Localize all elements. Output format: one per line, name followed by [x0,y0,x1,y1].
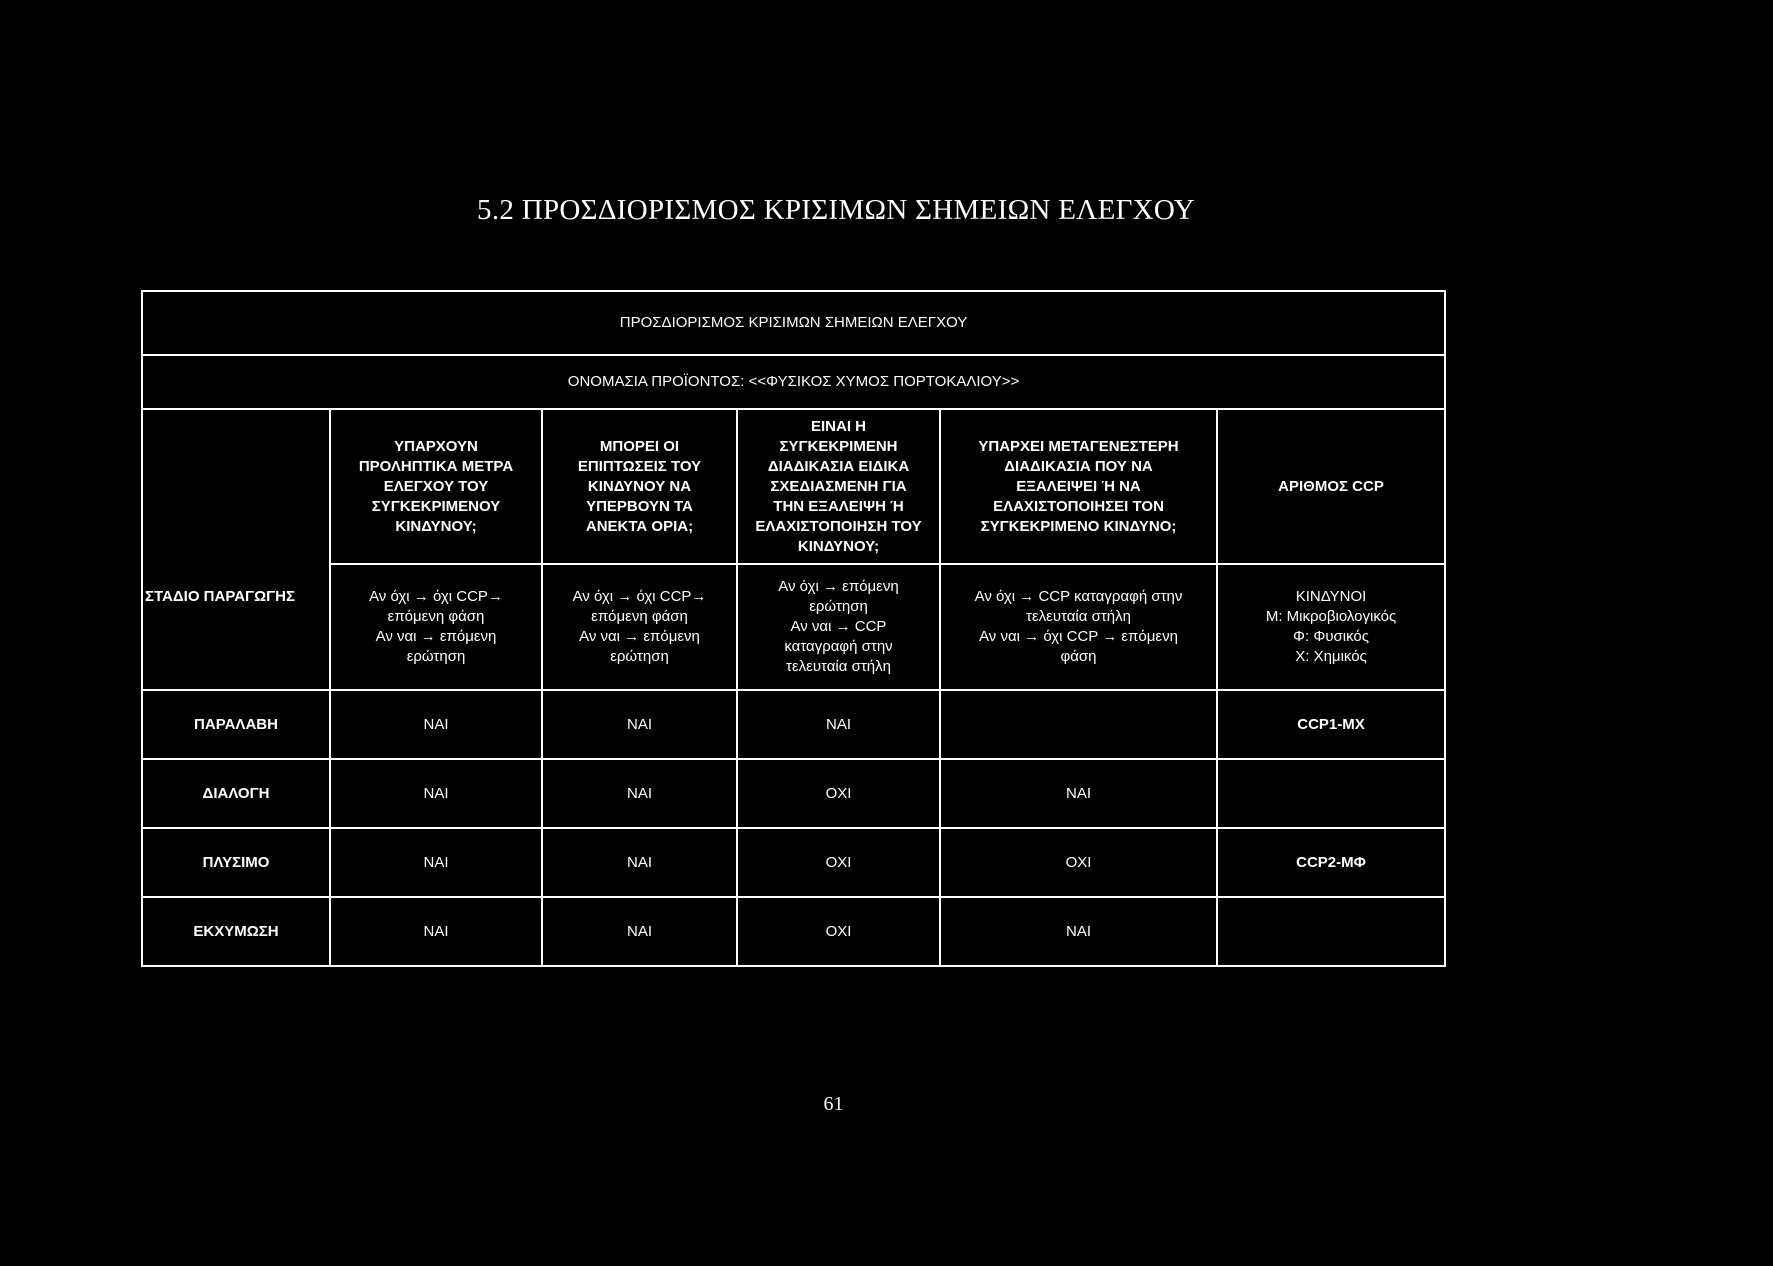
ccp-number [1217,897,1445,966]
stage-header-cell [142,409,330,690]
cell-line: ερώτηση [809,598,868,615]
cell-line: Αν όχι → επόμενη [778,578,899,595]
page-number: 61 [823,1093,844,1115]
question-2 [542,409,737,564]
cell-line: Φ: Φυσικός [1293,628,1369,645]
answer-q4: ΝΑΙ [940,759,1217,828]
answer-q3: ΝΑΙ [737,690,940,759]
question-3 [737,409,940,564]
cell-line: ΚΙΝΔΥΝΟΥ ΝΑ [587,477,692,495]
question-4 [940,409,1217,564]
ccp-number [1217,759,1445,828]
cell-line: ΔΙΑΔΙΚΑΣΙΑ ΠΟΥ ΝΑ [1004,457,1153,475]
answer-q2: ΝΑΙ [542,759,737,828]
cell-line: ΕΛΑΧΙΣΤΟΠΟΙΗΣΕΙ ΤΟΝ [993,497,1164,515]
cell-line: τελευταία στήλη [1026,608,1131,625]
stage-name: ΠΑΡΑΛΑΒΗ [142,690,330,759]
cell-line: Αν ναι → CCP [790,618,887,635]
cell-line: Χ: Χημικός [1295,648,1367,665]
stage-name: ΠΛΥΣΙΜΟ [142,828,330,897]
decision-rule-1 [330,564,542,690]
cell-line: καταγραφή στην [784,638,893,655]
decision-rule-4 [940,564,1217,690]
question-1 [330,409,542,564]
table-title: ΠΡΟΣΔΙΟΡΙΣΜΟΣ ΚΡΙΣΙΜΩΝ ΣΗΜΕΙΩΝ ΕΛΕΓΧΟΥ [142,291,1445,355]
cell-line: επόμενη φάση [387,608,485,625]
ccp-number: CCP2-ΜΦ [1217,828,1445,897]
cell-line: επόμενη φάση [591,608,688,625]
answer-q3: ΟΧΙ [737,897,940,966]
cell-line: ΜΠΟΡΕΙ ΟΙ [599,437,680,455]
cell-line: ΕΛΕΓΧΟΥ ΤΟΥ [383,477,489,495]
cell-line: ΣΥΓΚΕΚΡΙΜΕΝΗ [779,437,898,455]
answer-q4 [940,690,1217,759]
cell-line: Μ: Μικροβιολογικός [1265,608,1397,625]
ccp-determination-table [141,290,1446,967]
cell-line: ΥΠΕΡΒΟΥΝ ΤΑ [586,497,693,515]
ccp-number: CCP1-ΜΧ [1217,690,1445,759]
hazard-legend [1217,564,1445,690]
table-row [142,828,1445,897]
product-name: ΟΝΟΜΑΣΙΑ ΠΡΟΪΟΝΤΟΣ: <<ΦΥΣΙΚΟΣ ΧΥΜΟΣ ΠΟΡΤΟΚΑΛΙΟΥ>> [142,355,1445,409]
cell-line: ΑΝΕΚΤΑ ΟΡΙΑ; [585,517,694,535]
document-title: 5.2 ΠΡΟΣΔΙΟΡΙΣΜΟΣ ΚΡΙΣΙΜΩΝ ΣΗΜΕΙΩΝ ΕΛΕΓΧΟΥ [477,194,1195,226]
cell-line: Αν ναι → επόμενη [375,628,497,645]
answer-q2: ΝΑΙ [542,828,737,897]
stage-header: ΣΤΑΔΙΟ ΠΑΡΑΓΩΓΗΣ [145,587,295,605]
cell-line: Αν όχι → όχι CCP→ [572,588,707,605]
answer-q2: ΝΑΙ [542,897,737,966]
cell-line: ΥΠΑΡΧΟΥΝ [394,437,478,455]
cell-line: ερώτηση [406,648,466,665]
decision-rule-2 [542,564,737,690]
table-row [142,690,1445,759]
cell-line: ερώτηση [610,648,669,665]
cell-line: Αν ναι → επόμενη [579,628,700,645]
cell-line: ΠΡΟΛΗΠΤΙΚΑ ΜΕΤΡΑ [358,457,514,475]
answer-q4: ΝΑΙ [940,897,1217,966]
cell-line: τελευταία στήλη [786,658,891,675]
cell-line: φάση [1060,648,1097,665]
answer-q1: ΝΑΙ [330,759,542,828]
cell-line: ΣΧΕΔΙΑΣΜΕΝΗ ΓΙΑ [770,477,907,495]
cell-line: ΑΡΙΘΜΟΣ CCP [1278,477,1384,495]
cell-line: Αν ναι → όχι CCP → επόμενη [979,628,1178,645]
answer-q3: ΟΧΙ [737,828,940,897]
cell-line: ΚΙΝΔΥΝΟΥ; [797,537,880,555]
cell-line: ΣΥΓΚΕΚΡΙΜΕΝΟΥ [371,497,501,515]
cell-line: ΣΥΓΚΕΚΡΙΜΕΝΟ ΚΙΝΔΥΝΟ; [980,517,1177,535]
answer-q3: ΟΧΙ [737,759,940,828]
stage-name: ΔΙΑΛΟΓΗ [142,759,330,828]
cell-line: ΕΛΑΧΙΣΤΟΠΟΙΗΣΗ ΤΟΥ [755,517,922,535]
cell-line: ΕΙΝΑΙ Η [810,417,866,435]
cell-line: ΤΗΝ ΕΞΑΛΕΙΨΗ Ή [773,497,904,515]
table-row [142,897,1445,966]
ccp-number-header [1217,409,1445,564]
stage-name: ΕΚΧΥΜΩΣΗ [142,897,330,966]
cell-line: ΚΙΝΔΥΝΟΙ [1295,588,1367,605]
answer-q1: ΝΑΙ [330,828,542,897]
table-row [142,759,1445,828]
answer-q1: ΝΑΙ [330,897,542,966]
cell-line: ΔΙΑΔΙΚΑΣΙΑ ΕΙΔΙΚΑ [767,457,910,475]
decision-rule-3 [737,564,940,690]
cell-line: ΕΞΑΛΕΙΨΕΙ Ή ΝΑ [1016,477,1141,495]
cell-line: ΚΙΝΔΥΝΟΥ; [395,517,477,535]
answer-q1: ΝΑΙ [330,690,542,759]
cell-line: Αν όχι → όχι CCP→ [369,588,503,605]
cell-line: Αν όχι → CCP καταγραφή στην [974,588,1183,605]
answer-q2: ΝΑΙ [542,690,737,759]
answer-q4: ΟΧΙ [940,828,1217,897]
cell-line: ΥΠΑΡΧΕΙ ΜΕΤΑΓΕΝΕΣΤΕΡΗ [978,437,1179,455]
cell-line: ΕΠΙΠΤΩΣΕΙΣ ΤΟΥ [577,457,702,475]
